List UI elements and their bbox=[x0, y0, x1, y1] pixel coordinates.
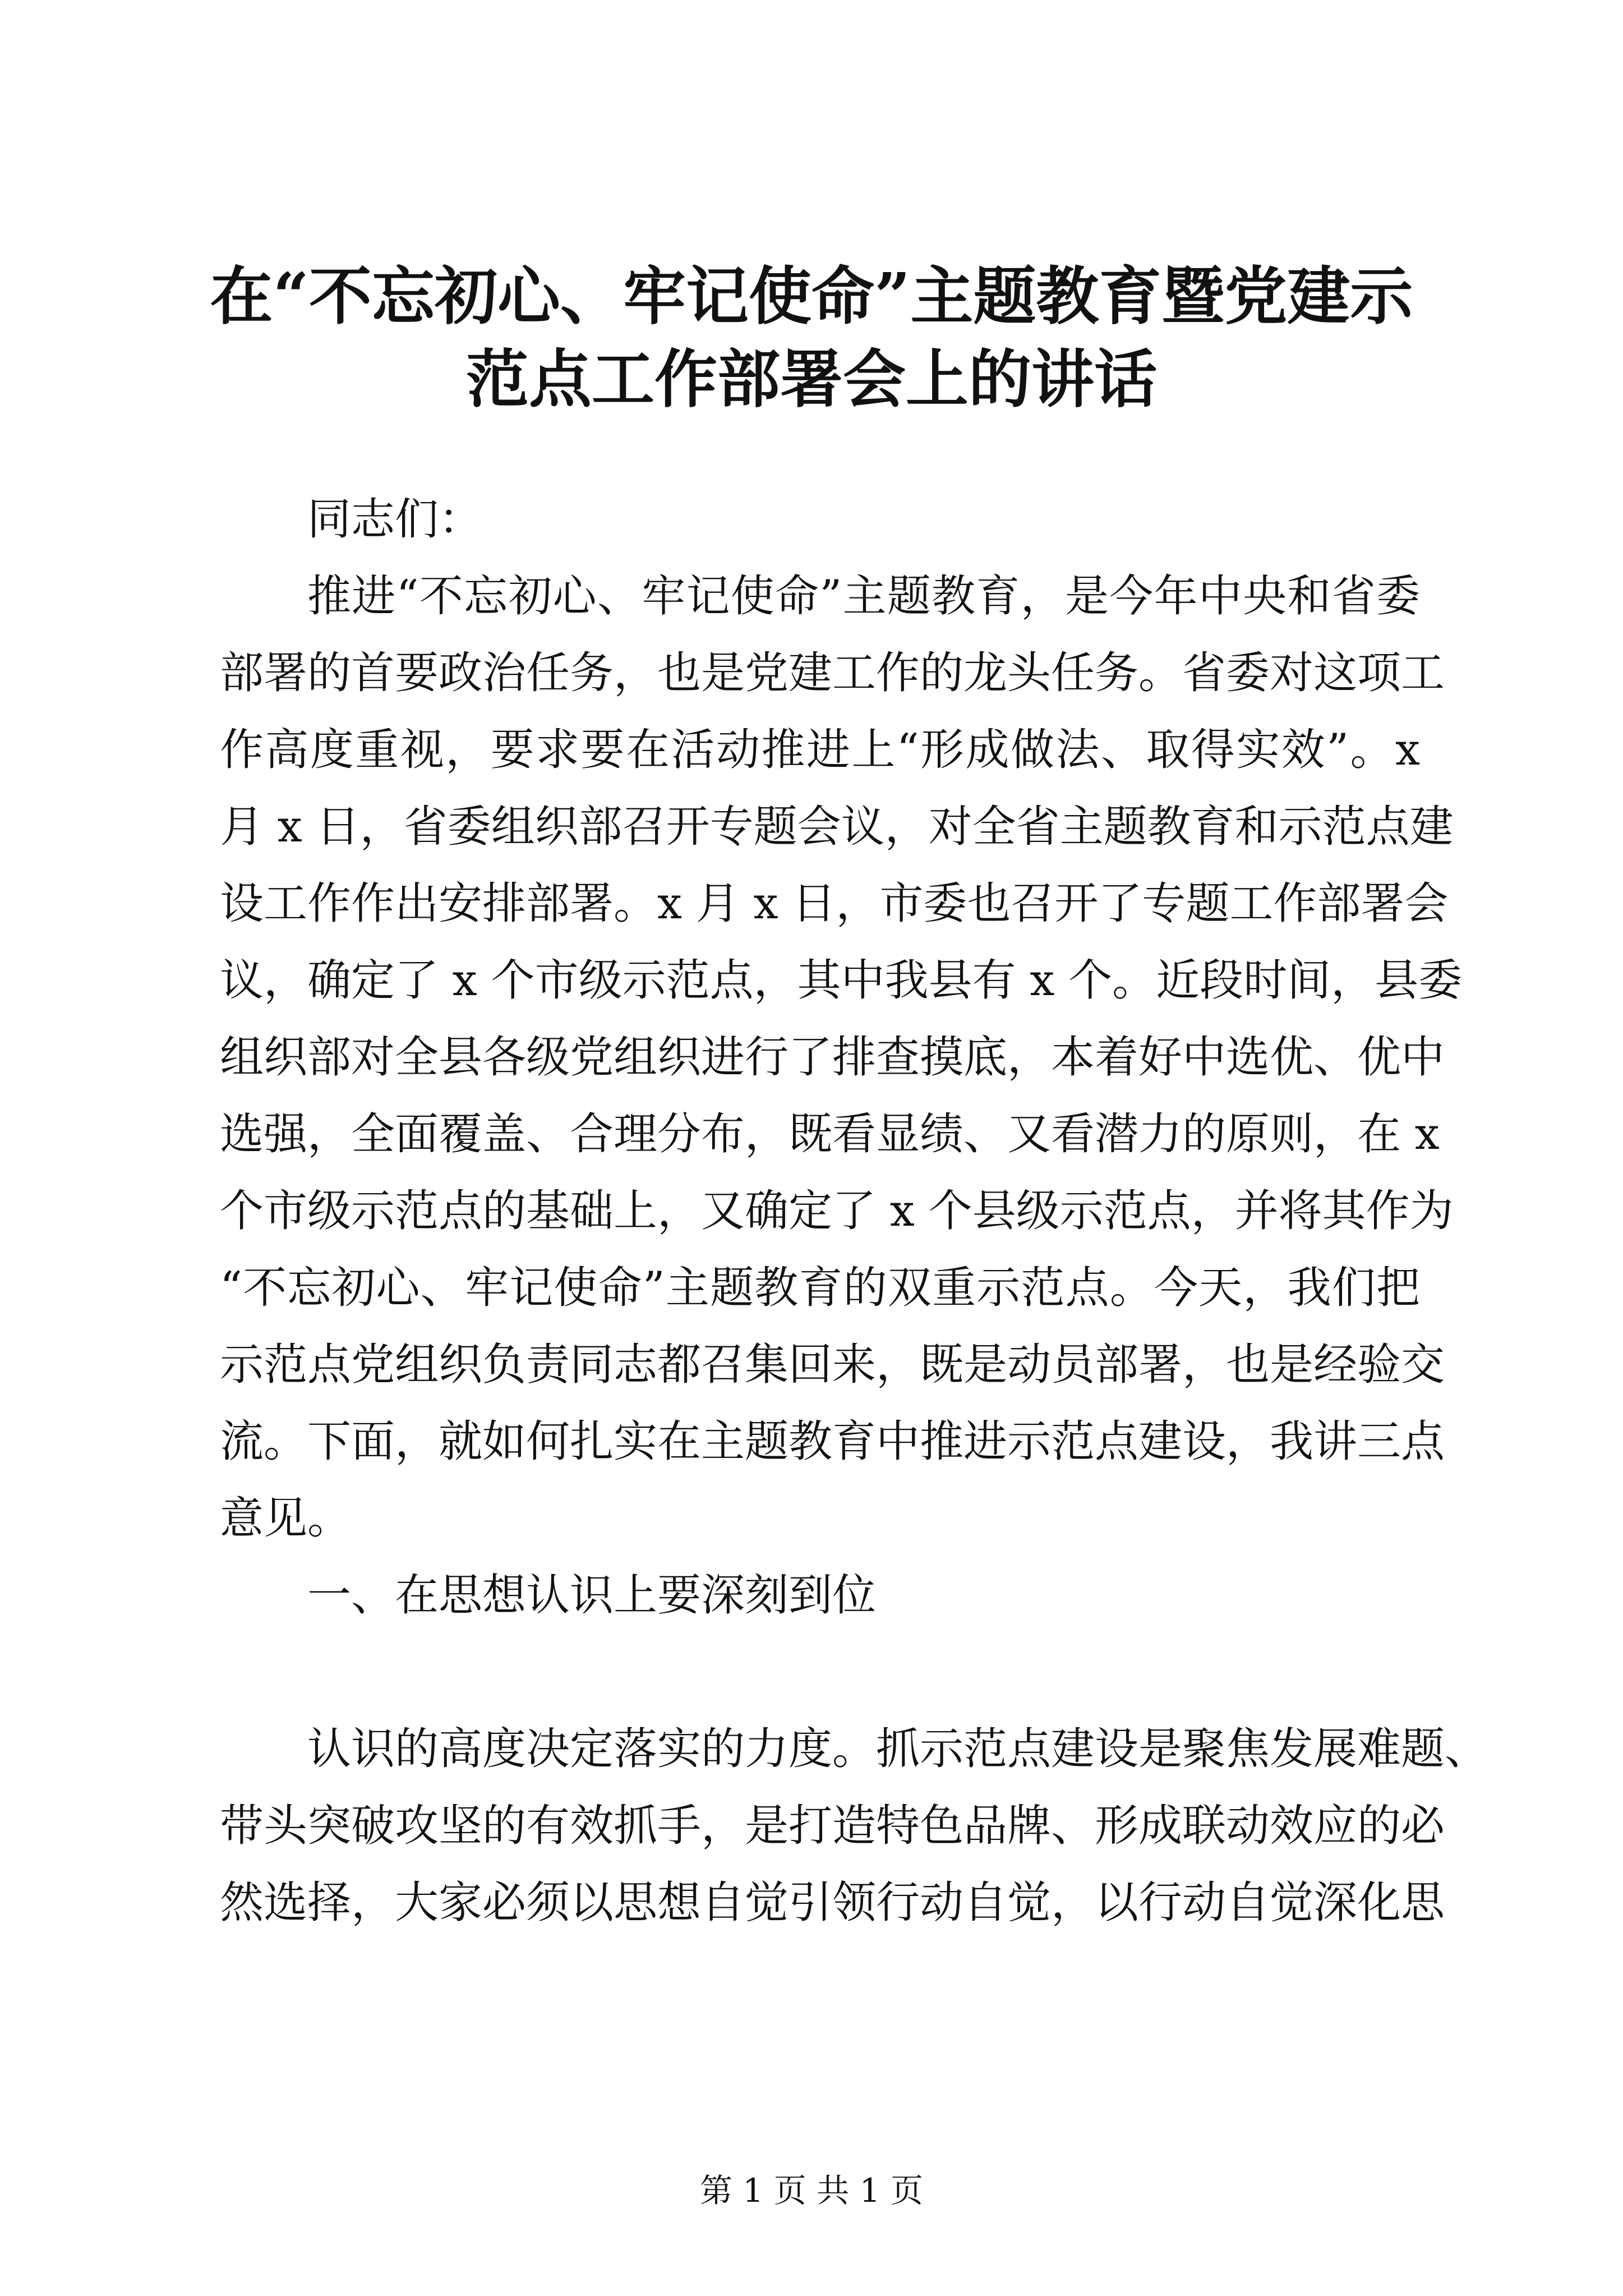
paragraph-line: 流。下面，就如何扎实在主题教育中推进示范点建设，我讲三点 bbox=[220, 1416, 1445, 1467]
paragraph-line: 设工作作出安排部署。x 月 x 日，市委也召开了专题工作部署会 bbox=[220, 878, 1449, 929]
blank-line bbox=[220, 1634, 1420, 1711]
section-heading: 一、在思想认识上要深刻到位 bbox=[307, 1570, 877, 1621]
salutation: 同志们： bbox=[307, 494, 483, 545]
paragraph-line: 然选择，大家必须以思想自觉引领行动自觉，以行动自觉深化思 bbox=[220, 1878, 1445, 1928]
paragraph-line: 个市级示范点的基础上，又确定了 x 个县级示范点，并将其作为 bbox=[220, 1186, 1454, 1236]
paragraph-line: 组织部对全县各级党组织进行了排查摸底，本着好中选优、优中 bbox=[220, 1032, 1445, 1083]
page-footer: 第 1 页 共 1 页 bbox=[700, 2171, 923, 2210]
paragraph-line: 认识的高度决定落实的力度。抓示范点建设是聚焦发展难题、 bbox=[307, 1724, 1489, 1774]
paragraph-line: “不忘初心、牢记使命”主题教育的双重示范点。今天，我们把 bbox=[220, 1263, 1420, 1313]
title-line: 在“不忘初心、牢记使命”主题教育暨党建示 bbox=[210, 260, 1413, 333]
paragraph-line: 作高度重视，要求要在活动推进上“形成做法、取得实效”。x bbox=[220, 725, 1420, 775]
paragraph-line: 部署的首要政治任务，也是党建工作的龙头任务。省委对这项工 bbox=[220, 648, 1445, 698]
paragraph-line: 月 x 日，省委组织部召开专题会议，对全省主题教育和示范点建 bbox=[220, 802, 1454, 852]
paragraph-2 bbox=[220, 1711, 1489, 1941]
paragraph-line: 示范点党组织负责同志都召集回来，既是动员部署，也是经验交 bbox=[220, 1340, 1445, 1390]
paragraph-line: 意见。 bbox=[220, 1493, 352, 1544]
paragraph-1 bbox=[220, 558, 1463, 1557]
paragraph-line: 带头突破攻坚的有效抓手，是打造特色品牌、形成联动效应的必 bbox=[220, 1801, 1445, 1851]
title-line: 范点工作部署会上的讲话 bbox=[466, 343, 1157, 416]
paragraph-line: 选强，全面覆盖、合理分布，既看显绩、又看潜力的原则，在 x bbox=[220, 1109, 1440, 1159]
paragraph-line: 推进“不忘初心、牢记使命”主题教育，是今年中央和省委 bbox=[307, 571, 1420, 622]
document-body bbox=[220, 481, 1489, 1941]
document-title bbox=[185, 255, 1438, 421]
paragraph-line: 议，确定了 x 个市级示范点，其中我县有 x 个。近段时间，县委 bbox=[220, 955, 1463, 1006]
